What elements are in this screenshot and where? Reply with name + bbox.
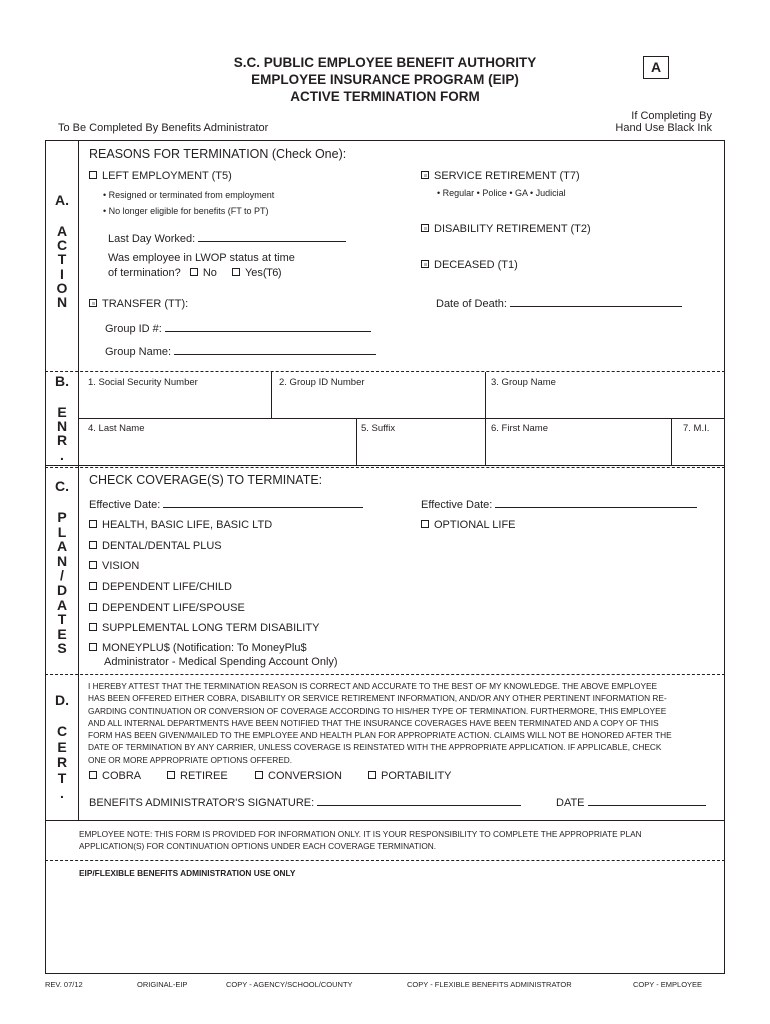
attest-line: ONE OR MORE APPROPRIATE OPTIONS OFFERED.	[88, 754, 293, 765]
moneyplus-label-2: Administrator - Medical Spending Account Only)	[104, 656, 338, 668]
side-char: A	[56, 538, 68, 555]
service-retirement-types: • Regular • Police • GA • Judicial	[437, 188, 566, 198]
dep-child-label: DEPENDENT LIFE/CHILD	[102, 581, 232, 593]
mi-cell[interactable]: 7. M.I.	[683, 423, 710, 434]
deceased-option[interactable]	[421, 259, 518, 271]
dep-spouse-label: DEPENDENT LIFE/SPOUSE	[102, 602, 245, 614]
section-divider-cd	[45, 674, 725, 675]
footer-rev: REV. 07/12	[45, 980, 83, 989]
service-retirement-checkbox[interactable]	[421, 171, 429, 179]
section-d-letter: D.	[55, 692, 69, 708]
effective-date-right-field[interactable]	[421, 496, 697, 511]
deceased-checkbox[interactable]	[421, 260, 429, 268]
lwop-yes-option[interactable]	[232, 267, 281, 279]
last-day-worked-line[interactable]	[198, 230, 346, 242]
last-name-cell[interactable]: 4. Last Name	[88, 423, 145, 434]
section-c-side-label	[53, 510, 71, 656]
moneyplus-checkbox[interactable]	[89, 643, 97, 651]
date-line[interactable]	[588, 794, 706, 806]
ssn-cell[interactable]: 1. Social Security Number	[88, 377, 198, 388]
lwop-no-label: No	[202, 267, 217, 279]
footer-copy-agency: COPY - AGENCY/SCHOOL/COUNTY	[226, 980, 353, 989]
side-char: A	[56, 223, 68, 239]
enr-col-1	[271, 372, 272, 418]
dep-child-checkbox[interactable]	[89, 582, 97, 590]
date-of-death-field[interactable]	[436, 295, 682, 310]
transfer-option[interactable]	[89, 298, 188, 310]
section-a-side-label	[53, 224, 71, 309]
section-d-side-label	[53, 724, 71, 802]
portability-option[interactable]	[368, 770, 452, 782]
instruction-right-1: If Completing By	[631, 110, 712, 122]
enr-col-2	[485, 372, 486, 465]
moneyplus-option[interactable]	[89, 642, 307, 654]
section-divider-bc	[45, 465, 725, 466]
side-char: .	[60, 446, 64, 463]
form-code: A	[650, 59, 662, 75]
effective-date-left-line[interactable]	[163, 496, 363, 508]
dental-label: DENTAL/DENTAL PLUS	[102, 540, 222, 552]
attest-line: GARDING CONTINUATION OR CONVERSION OF COVERAGE ACCORDING TO HIS/HER TYPE OF TERMINATION. FURTHERMORE, THIS EMPLOYEE	[88, 705, 667, 716]
date-of-death-label: Date of Death:	[436, 298, 507, 310]
dep-spouse-option[interactable]	[89, 602, 245, 614]
enr-col-4	[671, 418, 672, 465]
portability-label: PORTABILITY	[381, 770, 452, 782]
agency-title: S.C. PUBLIC EMPLOYEE BENEFIT AUTHORITY	[233, 55, 537, 70]
footer-original: ORIGINAL-EIP	[137, 980, 188, 989]
program-title: EMPLOYEE INSURANCE PROGRAM (EIP)	[251, 72, 519, 87]
side-char: T	[57, 611, 67, 628]
health-checkbox[interactable]	[89, 520, 97, 528]
attest-line: DATE OF TERMINATION BY ANY CARRIER, UNLESS COVERAGE IS REINSTATED WITH THE APPROPRIATE APPLICATION. IF APPLICABLE, CHECK	[88, 742, 662, 753]
sltd-option[interactable]	[89, 622, 319, 634]
side-char: L	[57, 523, 67, 540]
side-char: .	[60, 785, 64, 801]
enrollment-row-divider	[79, 418, 725, 419]
le-bullet-2: • No longer eligible for benefits (FT to PT)	[103, 206, 269, 216]
retiree-checkbox[interactable]	[167, 771, 175, 779]
attest-line: I HEREBY ATTEST THAT THE TERMINATION REASON IS CORRECT AND ACCURATE TO THE BEST OF MY KNOWLEDGE. THE ABOVE EMPLOYEE	[88, 681, 658, 691]
side-char: T	[57, 769, 67, 786]
footer-copy-flex: COPY - FLEXIBLE BENEFITS ADMINISTRATOR	[407, 980, 572, 989]
side-char: N	[56, 552, 68, 569]
attestation-text	[88, 680, 716, 766]
service-retirement-option[interactable]	[421, 170, 580, 182]
employee-note	[79, 828, 642, 852]
transfer-label: TRANSFER (TT):	[102, 298, 189, 310]
conversion-label: CONVERSION	[268, 770, 342, 782]
side-char: N	[56, 418, 68, 435]
lwop-question-2-text: of termination?	[108, 267, 181, 279]
group-id-label: Group ID #:	[105, 323, 162, 335]
attest-line: AND ALL INTERNAL DEPARTMENTS HAVE BEEN NOTIFIED THAT THE INSURANCE COVERAGES HAVE BEEN TERMINATED AND A COPY OF THIS	[88, 717, 659, 728]
group-id-field[interactable]	[105, 320, 371, 335]
side-column-divider	[78, 140, 79, 820]
side-char: E	[57, 404, 67, 420]
attest-line: FORM HAS BEEN GIVEN/MAILED TO THE EMPLOYEE AND HEALTH PLAN FOR APPROPRIATE ACTION. CLAIMS WILL NOT BE HONORED AFTER THE	[88, 730, 672, 741]
lwop-question-2	[108, 267, 281, 279]
side-char: I	[60, 265, 64, 282]
admin-use-label: EIP/FLEXIBLE BENEFITS ADMINISTRATION USE ONLY	[79, 868, 296, 878]
group-name-label: Group Name:	[105, 346, 172, 358]
le-bullet-1: • Resigned or terminated from employment	[103, 190, 275, 200]
date-of-death-line[interactable]	[510, 295, 682, 307]
signature-label: BENEFITS ADMINISTRATOR'S SIGNATURE:	[89, 797, 315, 809]
group-id-line[interactable]	[165, 320, 371, 332]
instruction-right-2: Hand Use Black Ink	[615, 122, 712, 134]
section-a-letter: A.	[55, 192, 69, 208]
lwop-yes-code: (T6)	[262, 267, 282, 279]
date-label: DATE	[556, 797, 585, 809]
form-code-box	[643, 56, 669, 79]
side-char: E	[57, 738, 67, 755]
reasons-title: REASONS FOR TERMINATION (Check One):	[89, 147, 347, 161]
side-char: P	[57, 509, 67, 525]
employee-note-line-1: EMPLOYEE NOTE: THIS FORM IS PROVIDED FOR INFORMATION ONLY. IT IS YOUR RESPONSIBILITY TO COMPLETE THE APPROPRIATE PLAN	[79, 829, 642, 839]
section-divider-note	[45, 820, 725, 821]
side-char: S	[57, 640, 67, 657]
group-id-number-cell[interactable]: 2. Group ID Number	[279, 377, 365, 388]
side-char: E	[57, 625, 67, 642]
side-char: R	[56, 432, 68, 449]
section-divider-bc-2	[45, 467, 725, 468]
side-char: /	[60, 567, 64, 584]
health-option[interactable]	[89, 519, 272, 531]
health-label: HEALTH, BASIC LIFE, BASIC LTD	[102, 519, 273, 531]
section-divider-ab	[45, 371, 725, 372]
last-day-worked-label: Last Day Worked:	[108, 233, 196, 245]
coverage-title: CHECK COVERAGE(S) TO TERMINATE:	[89, 473, 323, 487]
side-char: D	[56, 581, 68, 598]
footer-copy-employee: COPY - EMPLOYEE	[633, 980, 703, 989]
disability-retirement-label: DISABILITY RETIREMENT (T2)	[434, 223, 591, 235]
side-char: A	[56, 596, 68, 613]
left-employment-checkbox[interactable]	[89, 171, 97, 179]
dental-checkbox[interactable]	[89, 541, 97, 549]
portability-checkbox[interactable]	[368, 771, 376, 779]
lwop-yes-checkbox[interactable]	[232, 268, 240, 276]
left-employment-label: LEFT EMPLOYMENT (T5)	[102, 170, 232, 182]
optional-life-option[interactable]	[421, 519, 516, 531]
form-title: ACTIVE TERMINATION FORM	[290, 89, 480, 104]
side-char: C	[56, 237, 68, 254]
group-name-cell[interactable]: 3. Group Name	[491, 377, 556, 388]
service-retirement-label: SERVICE RETIREMENT (T7)	[434, 170, 580, 182]
lwop-no-checkbox[interactable]	[190, 268, 198, 276]
cobra-checkbox[interactable]	[89, 771, 97, 779]
section-divider-admin	[45, 860, 725, 861]
retiree-label: RETIREE	[180, 770, 228, 782]
suffix-cell[interactable]: 5. Suffix	[361, 423, 396, 434]
disability-retirement-option[interactable]	[421, 223, 591, 235]
last-day-worked-field[interactable]	[108, 230, 346, 245]
dep-spouse-checkbox[interactable]	[89, 603, 97, 611]
cobra-label: COBRA	[102, 770, 142, 782]
signature-line[interactable]	[317, 794, 521, 806]
effective-date-left-field[interactable]	[89, 496, 363, 511]
group-name-line[interactable]	[174, 343, 376, 355]
side-char: T	[57, 251, 67, 268]
section-b-letter: B.	[55, 373, 69, 389]
sltd-checkbox[interactable]	[89, 623, 97, 631]
moneyplus-label-1: MONEYPLU$ (Notification: To MoneyPlu$	[102, 642, 307, 654]
section-b-side-label	[53, 405, 71, 462]
lwop-no-option[interactable]	[190, 267, 217, 279]
dental-option[interactable]	[89, 540, 222, 552]
deceased-label: DECEASED (T1)	[434, 259, 518, 271]
conversion-option[interactable]	[255, 770, 342, 782]
left-employment-option[interactable]	[89, 170, 232, 182]
first-name-cell[interactable]: 6. First Name	[491, 423, 549, 434]
enr-col-3	[356, 418, 357, 465]
section-c-letter: C.	[55, 478, 69, 494]
effective-date-right-label: Effective Date:	[421, 499, 493, 511]
instruction-left: To Be Completed By Benefits Administrator	[58, 122, 269, 134]
side-char: N	[56, 294, 68, 311]
optional-life-label: OPTIONAL LIFE	[434, 519, 516, 531]
vision-checkbox[interactable]	[89, 561, 97, 569]
side-char: R	[56, 754, 68, 770]
lwop-yes-label: Yes	[244, 267, 263, 279]
effective-date-left-label: Effective Date:	[89, 499, 161, 511]
signature-field[interactable]	[89, 794, 521, 809]
optional-life-checkbox[interactable]	[421, 520, 429, 528]
transfer-checkbox[interactable]	[89, 299, 97, 307]
conversion-checkbox[interactable]	[255, 771, 263, 779]
vision-label: VISION	[102, 560, 140, 572]
sltd-label: SUPPLEMENTAL LONG TERM DISABILITY	[102, 622, 320, 634]
attest-line: HAS BEEN OFFERED EITHER COBRA, DISABILITY OR SERVICE RETIREMENT INFORMATION, AND/OR ANY OTHER PERTINENT INFORMATION RE-	[88, 693, 667, 704]
retiree-option[interactable]	[167, 770, 228, 782]
date-field[interactable]	[556, 794, 706, 809]
vision-option[interactable]	[89, 560, 139, 572]
dep-child-option[interactable]	[89, 581, 232, 593]
cobra-option[interactable]	[89, 770, 141, 782]
group-name-field[interactable]	[105, 343, 376, 358]
disability-retirement-checkbox[interactable]	[421, 224, 429, 232]
lwop-question-1: Was employee in LWOP status at time	[108, 252, 295, 264]
effective-date-right-line[interactable]	[495, 496, 697, 508]
employee-note-line-2: APPLICATION(S) FOR CONTINUATION OPTIONS UNDER EACH COVERAGE TERMINATION.	[79, 841, 437, 851]
side-char: C	[56, 723, 68, 739]
side-char: O	[56, 279, 68, 296]
